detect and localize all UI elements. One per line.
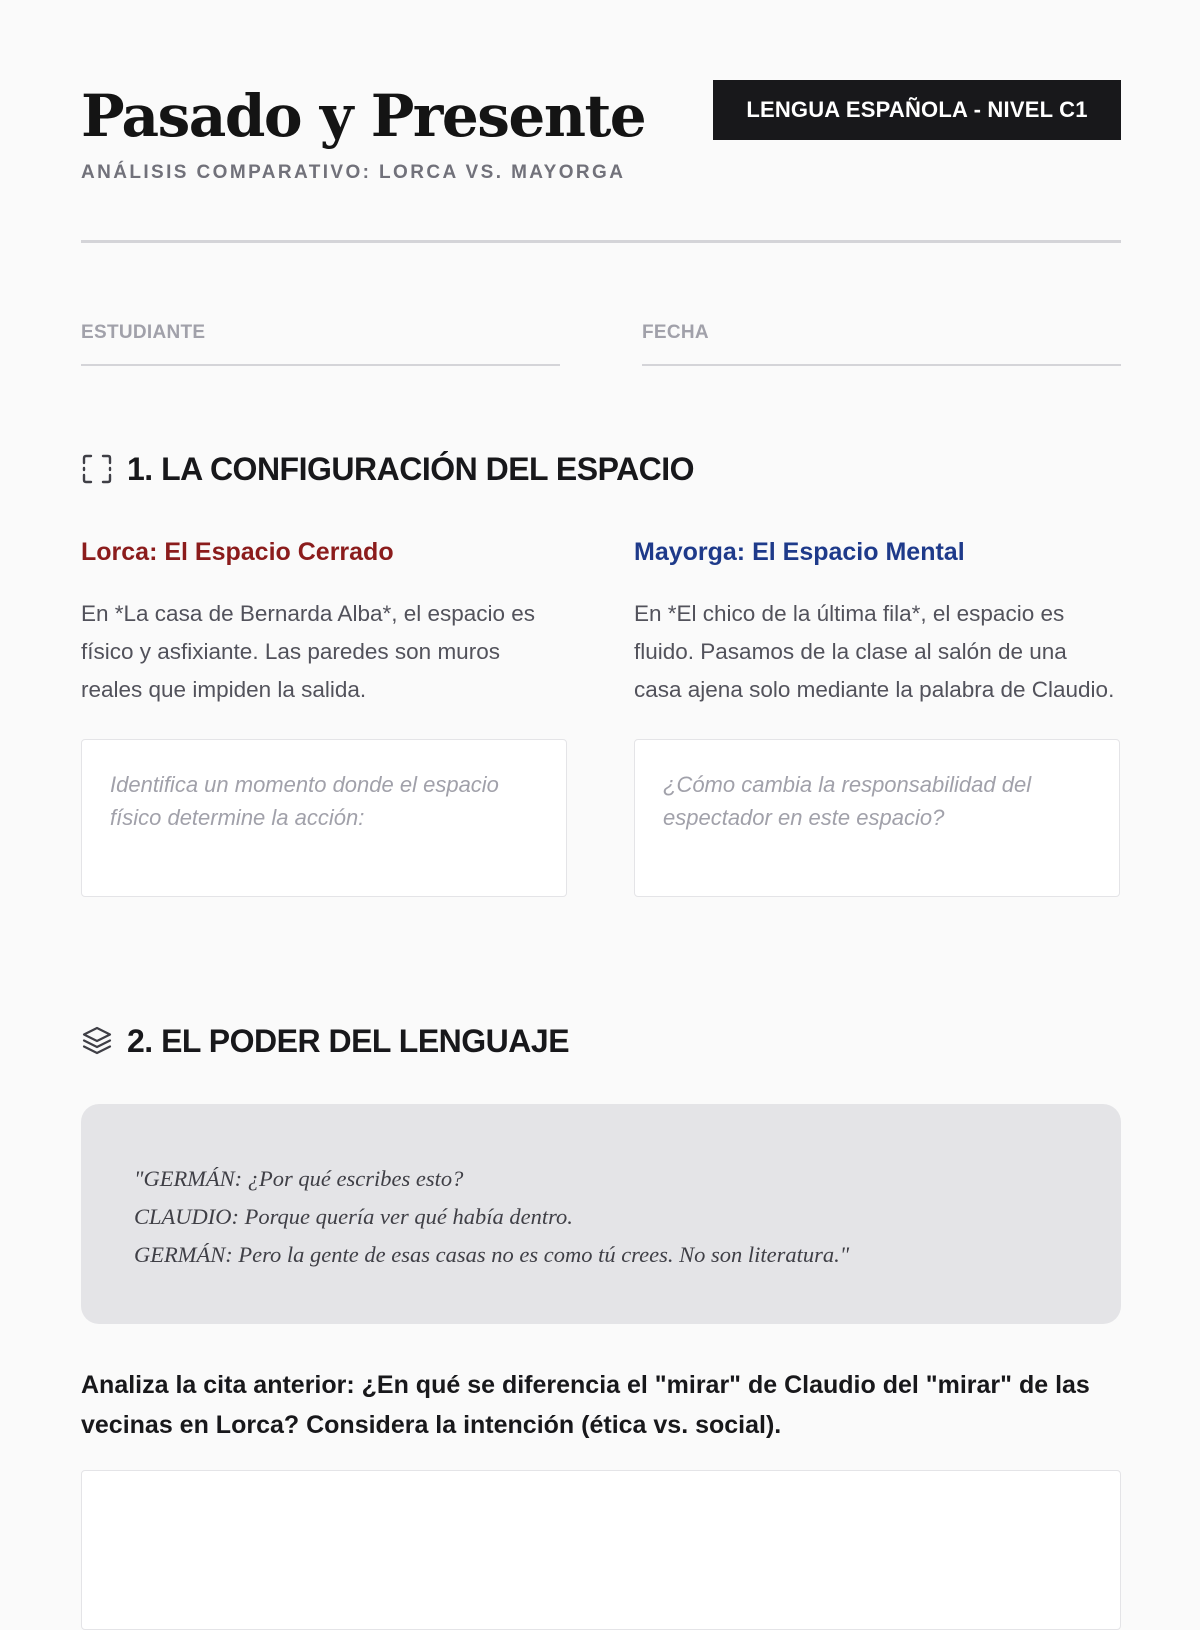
date-field-label: FECHA: [642, 322, 709, 343]
mayorga-answer-prompt: ¿Cómo cambia la responsabilidad del espectador en este espacio?: [663, 772, 1032, 830]
analysis-question: Analiza la cita anterior: ¿En qué se diferencia el "mirar" de Claudio del "mirar" de las vecinas en Lorca? Considera la intención (ética vs. social).: [81, 1371, 1090, 1439]
date-field[interactable]: [642, 320, 1121, 366]
mayorga-text: En *El chico de la última fila*, el espacio es fluido. Pasamos de la clase al salón de una casa ajena solo mediante la palabra de Claudio.: [634, 601, 1115, 702]
mayorga-answer-box[interactable]: [634, 739, 1120, 897]
worksheet-header: [81, 0, 1121, 245]
analysis-answer-box[interactable]: [81, 1470, 1121, 1630]
quote-line: CLAUDIO: Porque quería ver qué había dentro.: [134, 1204, 573, 1229]
dialogue-quote: [81, 1104, 1121, 1324]
lorca-text: En *La casa de Bernarda Alba*, el espacio es físico y asfixiante. Las paredes son muros reales que impiden la salida.: [81, 601, 536, 702]
scan-frame-icon: [81, 453, 113, 485]
layers-icon: [81, 1025, 113, 1057]
worksheet-page: [81, 0, 1121, 1439]
lorca-column: [81, 535, 567, 897]
section-1-title: 1. LA CONFIGURACIÓN DEL ESPACIO: [127, 451, 695, 487]
page-title: Pasado y Presente: [81, 82, 646, 150]
section-1-heading: [81, 449, 694, 489]
mayorga-heading: Mayorga: El Espacio Mental: [634, 538, 965, 566]
lorca-heading: Lorca: El Espacio Cerrado: [81, 538, 394, 566]
student-info-fields: [81, 320, 1121, 366]
student-field[interactable]: [81, 320, 560, 366]
section-2-title: 2. EL PODER DEL LENGUAJE: [127, 1023, 570, 1059]
header-divider: [81, 240, 1121, 243]
lorca-answer-box[interactable]: [81, 739, 567, 897]
student-field-label: ESTUDIANTE: [81, 322, 206, 343]
section-2-heading: [81, 1021, 569, 1061]
page-subtitle: ANÁLISIS COMPARATIVO: LORCA VS. MAYORGA: [81, 162, 626, 183]
quote-line: GERMÁN: Pero la gente de esas casas no es como tú crees. No son literatura.": [134, 1242, 850, 1267]
quote-line: "GERMÁN: ¿Por qué escribes esto?: [134, 1166, 464, 1191]
mayorga-column: [634, 535, 1120, 897]
level-badge: LENGUA ESPAÑOLA - NIVEL C1: [713, 80, 1121, 140]
lorca-answer-prompt: Identifica un momento donde el espacio físico determine la acción:: [110, 772, 499, 830]
